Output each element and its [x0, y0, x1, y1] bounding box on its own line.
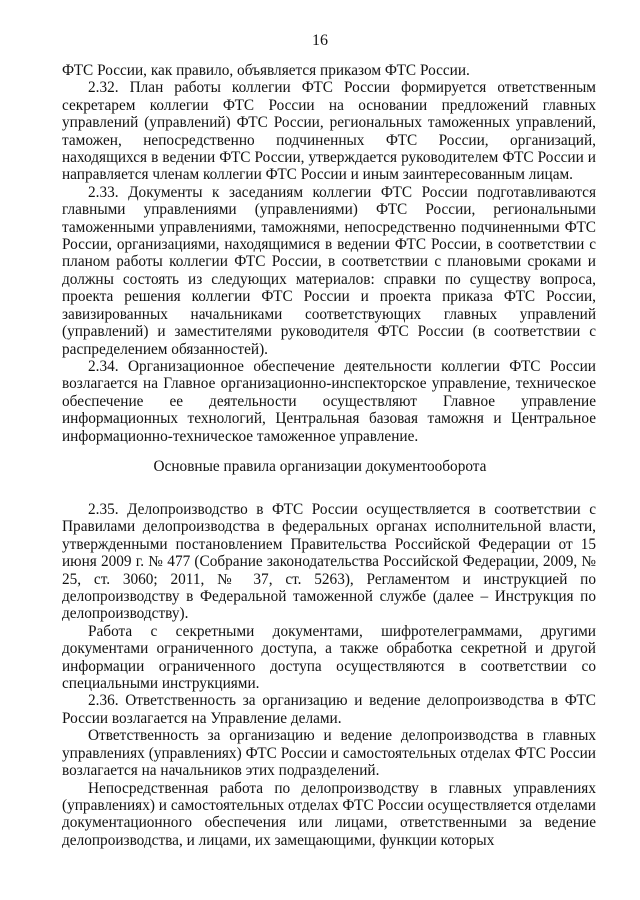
section-document-preparation: [62, 62, 596, 445]
paragraph-continuation: ФТС России, как правило, объявляется приказом ФТС России.: [62, 62, 470, 79]
paragraph-direct-work: Непосредственная работа по делопроизводству в главных управлениях (управлениях) и самостоятельных отделах ФТС России осуществляется отделами документационного обеспечения или лицами, ответственными за ведение делопроизводства, и лицами, их замещающими, функции которых: [62, 779, 596, 849]
paragraph-2-33: 2.33. Документы к заседаниям коллегии ФТС России подготавливаются главными управлениями (управлениями) ФТС России, региональными таможенными управлениями, таможнями, непосредственно подчиненными ФТС России, организациями, находящимися в ведении ФТС России, в соответствии с планом работы коллегии ФТС России, в соответствии с плановыми сроками и должны состоять из следующих материалов: справки по существу вопроса, проекта решения коллегии ФТС России и проекта приказа ФТС России, завизированных начальниками соответствующих главных управлений (управлений) и заместителями руководителя ФТС России (в соответствии с распределением обязанностей).: [62, 183, 596, 358]
paragraph-secret-documents: Работа с секретными документами, шифротелеграммами, другими документами ограниченного доступа, а также обработка секретной и другой информации ограниченного доступа осуществляются в соответствии со специальными инструкциями.: [62, 622, 596, 693]
paragraph-2-35: 2.35. Делопроизводство в ФТС России осуществляется в соответствии с Правилами делопроизводства в федеральных органах исполнительной власти, утвержденными постановлением Правительства Российской Федерации от 15 июня 2009 г. № 477 (Собрание законодательства Российской Федерации, 2009, № 25, ст. 3060; 2011, № 37, ст. 5263), Регламентом и инструкцией по делопроизводству в Федеральной таможенной службе (далее – Инструкция по делопроизводству).: [62, 501, 596, 623]
paragraph-2-34: 2.34. Организационное обеспечение деятельности коллегии ФТС России возлагается на Главное организационно-инспекторское управление, техническое обеспечение ее деятельности осуществляют Главное управление информационных технологий, Центральная базовая таможня и Центральное информационно-техническое таможенное управление.: [62, 357, 596, 445]
page-number: 16: [312, 32, 328, 49]
paragraph-responsibility: Ответственность за организацию и ведение делопроизводства в главных управлениях (управлениях) ФТС России и самостоятельных отделах ФТС России возлагается на начальников этих подразделений.: [62, 727, 596, 780]
paragraph-2-36: 2.36. Ответственность за организацию и ведение делопроизводства в ФТС России возлагается на Управление делами.: [62, 692, 596, 727]
paragraph-2-32: 2.32. План работы коллегии ФТС России формируется ответственным секретарем коллегии ФТС России на основании предложений главных управлений (управлений) ФТС России, региональных таможенных управлений, таможен, непосредственно подчиненных ФТС России, организаций, находящихся в ведении ФТС России, утверждается руководителем ФТС России и направляется членам коллегии ФТС России и иным заинтересованным лицам.: [62, 79, 596, 184]
section-document-flow: [62, 501, 596, 849]
section-heading: Основные правила организации документооборота: [153, 458, 487, 475]
